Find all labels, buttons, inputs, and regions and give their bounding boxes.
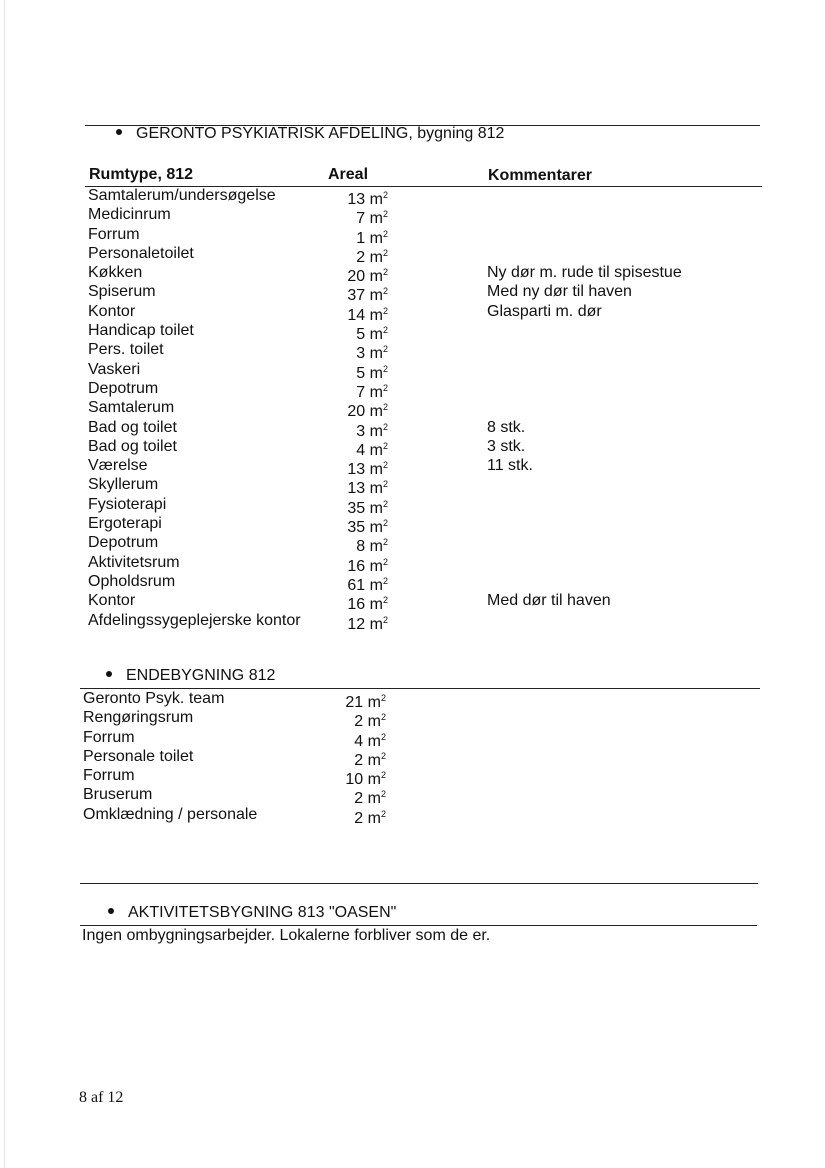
room-comment: Ny dør m. rude til spisestue	[487, 264, 682, 282]
area-value: 7	[356, 383, 366, 401]
table-row	[0, 225, 825, 247]
room-area: 2 $m^2$	[354, 750, 386, 769]
room-name: Forrum	[88, 225, 140, 243]
room-name: Skyllerum	[88, 476, 159, 494]
area-unit-exponent: 2	[382, 325, 388, 336]
table-row	[0, 302, 825, 324]
room-name: Ergoterapi	[88, 515, 162, 533]
table-row	[0, 591, 825, 614]
table-row	[0, 379, 825, 401]
area-unit-exponent: 2	[382, 518, 388, 529]
room-name: Depotrum	[88, 379, 159, 397]
room-area: 21 $m^2$	[345, 693, 386, 711]
room-name: Aktivitetsrum	[88, 553, 180, 571]
area-value: 10	[345, 771, 364, 789]
section-heading-text: AKTIVITETSBYGNING 813 "OASEN"	[128, 904, 397, 921]
section3-divider-top	[80, 883, 758, 884]
table-row	[0, 514, 825, 537]
area-unit-exponent: 2	[382, 190, 388, 200]
room-area: 2 $m^2$	[354, 789, 386, 808]
area-value: 13	[347, 461, 366, 479]
room-area: 35 $m^2$	[347, 498, 388, 517]
area-value: 4	[354, 732, 364, 750]
area-value: 20	[347, 403, 366, 421]
area-unit-exponent: 2	[382, 286, 388, 297]
room-comment: 3 stk.	[487, 437, 526, 455]
area-value: 3	[356, 345, 366, 363]
room-name: Bad og toilet	[88, 437, 177, 455]
area-unit-exponent: 2	[380, 693, 386, 703]
bullet-icon	[106, 671, 112, 677]
table-row	[0, 805, 825, 827]
area-unit-exponent: 2	[382, 595, 388, 606]
table-row	[0, 708, 825, 731]
section-heading-endebygning	[106, 667, 275, 685]
area-value: 20	[347, 268, 366, 286]
room-area: 14 $m^2$	[347, 305, 388, 324]
area-value: 61	[347, 576, 366, 594]
area-unit-exponent: 2	[382, 556, 388, 567]
area-unit-exponent: 2	[382, 382, 388, 393]
room-name: Depotrum	[88, 534, 159, 552]
table-row	[0, 766, 825, 789]
room-name: Personaletoilet	[88, 244, 194, 262]
endebygning-table	[0, 689, 825, 827]
area-unit-exponent: 2	[380, 789, 386, 800]
room-area: 3 $m^2$	[356, 344, 388, 363]
table-row	[0, 747, 825, 769]
room-name: Afdelingssygeplejerske kontor	[88, 611, 301, 629]
table-row	[0, 340, 825, 363]
room-name: Bruserum	[83, 786, 153, 804]
room-area: 16 $m^2$	[347, 556, 388, 575]
area-unit-exponent: 2	[382, 363, 388, 374]
room-area: 5 $m^2$	[356, 363, 388, 382]
area-value: 16	[347, 596, 366, 614]
area-value: 12	[347, 615, 366, 633]
area-unit-exponent: 2	[382, 421, 388, 432]
area-value: 16	[347, 557, 366, 575]
table-row	[0, 728, 825, 750]
room-area: 3 $m^2$	[356, 421, 388, 440]
room-area: 4 $m^2$	[354, 731, 386, 750]
room-name: Bad og toilet	[88, 418, 177, 436]
area-value: 13	[347, 191, 366, 208]
section-heading-aktivitetsbygning	[108, 904, 396, 922]
room-area: 8 $m^2$	[356, 537, 388, 556]
room-area: 37 $m^2$	[347, 286, 388, 305]
room-name: Pers. toilet	[88, 341, 164, 359]
room-name: Opholdsrum	[88, 572, 176, 590]
page-number: 8 af 12	[79, 1089, 124, 1106]
area-unit-exponent: 2	[382, 209, 388, 220]
room-area: 20 $m^2$	[347, 402, 388, 421]
room-name: Rengøringsrum	[83, 709, 194, 727]
room-area: 61 $m^2$	[347, 575, 388, 594]
room-name: Handicap toilet	[88, 322, 194, 340]
area-value: 4	[356, 441, 366, 459]
room-area: 12 $m^2$	[347, 614, 388, 633]
room-area: 2 $m^2$	[354, 712, 386, 731]
room-name: Medicinrum	[88, 206, 171, 224]
area-value: 21	[345, 694, 364, 711]
room-comment: Glasparti m. dør	[487, 302, 602, 320]
table-row	[0, 572, 825, 594]
room-name: Værelse	[88, 457, 148, 475]
room-name: Køkken	[88, 264, 143, 282]
area-value: 13	[347, 480, 366, 498]
room-name: Forrum	[83, 767, 135, 785]
table-row	[0, 186, 825, 208]
room-comment: Med dør til haven	[487, 592, 611, 610]
table-row	[0, 321, 825, 344]
room-area: 10 $m^2$	[345, 770, 386, 789]
bullet-icon	[108, 908, 114, 914]
room-area: 7 $m^2$	[356, 382, 388, 401]
section3-divider-bottom	[80, 925, 757, 926]
section-heading-text: ENDEBYGNING 812	[126, 667, 276, 684]
room-area: 13 $m^2$	[347, 190, 388, 208]
room-comment: 11 stk.	[487, 457, 533, 475]
table-row	[0, 282, 825, 305]
room-comment: 8 stk.	[487, 418, 526, 436]
area-value: 3	[356, 422, 366, 440]
area-value: 35	[347, 519, 366, 537]
room-table	[0, 186, 825, 633]
room-area: 7 $m^2$	[356, 209, 388, 228]
area-value: 5	[356, 326, 366, 344]
area-unit-exponent: 2	[382, 267, 388, 278]
table-row	[0, 263, 825, 286]
room-name: Fysioterapi	[88, 495, 167, 513]
room-area: 16 $m^2$	[347, 595, 388, 614]
room-area: 13 $m^2$	[347, 460, 388, 479]
room-area: 1 $m^2$	[356, 228, 388, 247]
room-area: 4 $m^2$	[356, 440, 388, 459]
room-area: 20 $m^2$	[347, 267, 388, 286]
area-unit-exponent: 2	[380, 750, 386, 761]
room-name: Personale toilet	[83, 747, 194, 765]
room-area: 35 $m^2$	[347, 518, 388, 537]
room-area: 2 $m^2$	[356, 247, 388, 266]
bullet-icon	[116, 129, 122, 135]
room-area: 5 $m^2$	[356, 325, 388, 344]
area-unit-exponent: 2	[382, 460, 388, 471]
room-name: Forrum	[83, 728, 135, 746]
section-heading-text: GERONTO PSYKIATRISK AFDELING, bygning 812	[136, 125, 505, 142]
room-name: Kontor	[88, 592, 136, 610]
table-row	[0, 360, 825, 382]
area-unit-exponent: 2	[382, 537, 388, 548]
room-name: Samtalerum/undersøgelse	[88, 187, 276, 204]
room-comment: Med ny dør til haven	[487, 283, 632, 301]
table-row	[0, 205, 825, 228]
area-value: 2	[354, 790, 364, 808]
area-unit-exponent: 2	[382, 498, 388, 509]
section3-note: Ingen ombygningsarbejder. Lokalerne forbliver som de er.	[82, 927, 491, 944]
area-unit-exponent: 2	[382, 402, 388, 413]
area-value: 5	[356, 364, 366, 382]
table-row	[0, 437, 825, 459]
area-unit-exponent: 2	[380, 712, 386, 723]
room-name: Vaskeri	[88, 360, 141, 378]
table-row	[0, 418, 825, 440]
area-value: 7	[356, 210, 366, 228]
area-value: 2	[354, 751, 364, 769]
table-row	[0, 689, 825, 711]
room-name: Spiserum	[88, 283, 156, 301]
room-name: Kontor	[88, 302, 136, 320]
column-header-comment: Kommentarer	[488, 167, 593, 184]
area-value: 35	[347, 499, 366, 517]
column-header-room: Rumtype, 812	[89, 166, 194, 183]
room-area: 2 $m^2$	[354, 808, 386, 827]
area-unit-exponent: 2	[382, 344, 388, 355]
area-value: 8	[356, 538, 366, 556]
table-row	[0, 785, 825, 808]
table-row	[0, 495, 825, 517]
table-row	[0, 533, 825, 556]
table-row	[0, 611, 825, 633]
area-unit-exponent: 2	[382, 614, 388, 625]
area-unit-exponent: 2	[380, 808, 386, 819]
table-row	[0, 475, 825, 498]
area-unit-exponent: 2	[382, 305, 388, 316]
area-unit-exponent: 2	[382, 440, 388, 451]
room-name: Omklædning / personale	[83, 805, 258, 823]
room-area: 13 $m^2$	[347, 479, 388, 498]
area-unit-exponent: 2	[382, 575, 388, 586]
area-value: 1	[356, 229, 366, 247]
area-unit-exponent: 2	[382, 479, 388, 490]
room-name: Geronto Psyk. team	[83, 690, 225, 707]
table-row	[0, 398, 825, 421]
section-heading-geronto	[116, 125, 504, 143]
area-value: 2	[356, 248, 366, 266]
area-value: 37	[347, 287, 366, 305]
area-unit-exponent: 2	[382, 228, 388, 239]
area-value: 14	[347, 306, 366, 324]
area-value: 2	[354, 809, 364, 827]
table-row	[0, 553, 825, 575]
table-row	[0, 244, 825, 266]
area-value: 2	[354, 713, 364, 731]
area-unit-exponent: 2	[380, 770, 386, 781]
table-row	[0, 456, 825, 479]
column-header-area: Areal	[328, 166, 369, 183]
area-unit-exponent: 2	[382, 247, 388, 258]
room-name: Samtalerum	[88, 399, 175, 417]
area-unit-exponent: 2	[380, 731, 386, 742]
